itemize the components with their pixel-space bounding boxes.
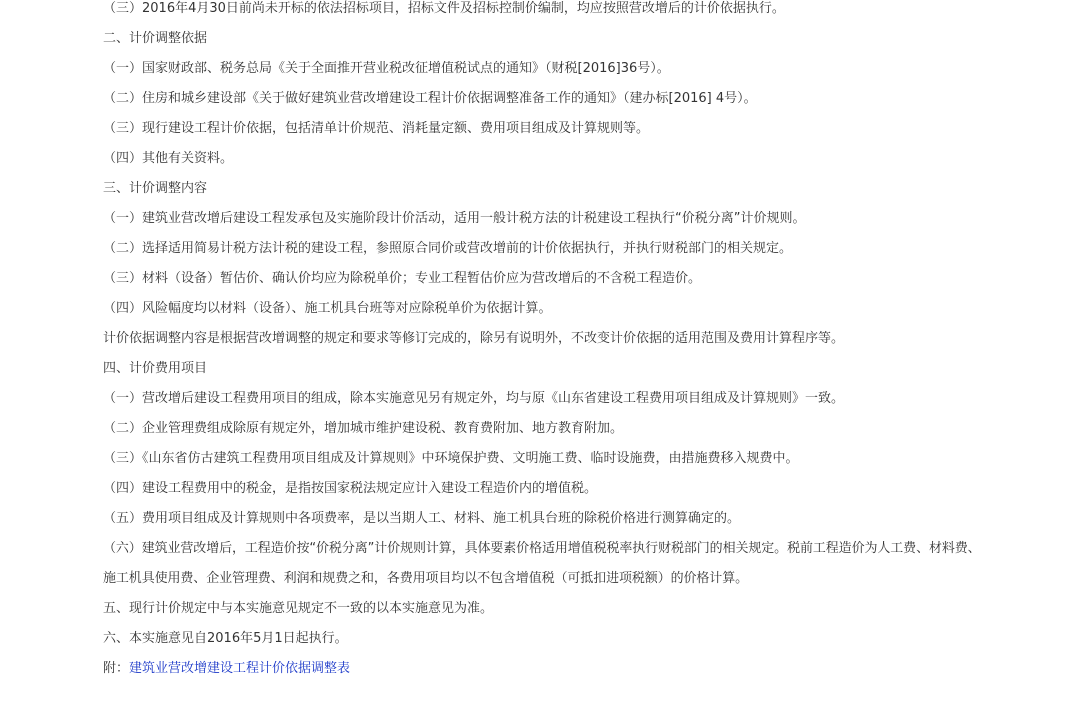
paragraph: （三）2016年4月30日前尚未开标的依法招标项目，招标文件及招标控制价编制，均应按照营改增后的计价依据执行。: [103, 1, 785, 16]
paragraph: （三）现行建设工程计价依据，包括清单计价规范、消耗量定额、费用项目组成及计算规则等。: [103, 121, 650, 136]
section-heading: 六、本实施意见自2016年5月1日起执行。: [103, 631, 348, 646]
paragraph: （三）材料（设备）暂估价、确认价均应为除税单价；专业工程暂估价应为营改增后的不含税工程造价。: [103, 271, 702, 286]
paragraph: （一）国家财政部、税务总局《关于全面推开营业税改征增值税试点的通知》（财税[2016]36号）。: [103, 61, 670, 76]
section-heading: 四、计价费用项目: [103, 361, 208, 376]
paragraph: （四）风险幅度均以材料（设备）、施工机具台班等对应除税单价为依据计算。: [103, 301, 552, 316]
document-body: [103, 0, 988, 684]
paragraph: （一）建筑业营改增后建设工程发承包及实施阶段计价活动，适用一般计税方法的计税建设工程执行“价税分离”计价规则。: [103, 211, 806, 226]
section-heading: 三、计价调整内容: [103, 181, 208, 196]
paragraph: 计价依据调整内容是根据营改增调整的规定和要求等修订完成的，除另有说明外，不改变计价依据的适用范围及费用计算程序等。: [103, 331, 845, 346]
paragraph: （二）企业管理费组成除原有规定外，增加城市维护建设税、教育费附加、地方教育附加。: [103, 421, 624, 436]
paragraph-multiline: （六）建筑业营改增后，工程造价按“价税分离”计价规则计算，具体要素价格适用增值税税率执行财税部门的相关规定。税前工程造价为人工费、材料费、施工机具使用费、企业管理费、利润和规费之和，各费用项目均以不包含增值税（可抵扣进项税额）的价格计算。: [103, 541, 981, 586]
paragraph: （一）营改增后建设工程费用项目的组成，除本实施意见另有规定外，均与原《山东省建设工程费用项目组成及计算规则》一致。: [103, 391, 845, 406]
attachment-link[interactable]: 建筑业营改增建设工程计价依据调整表: [129, 661, 351, 676]
paragraph: （四）其他有关资料。: [103, 151, 234, 166]
paragraph: （五）费用项目组成及计算规则中各项费率，是以当期人工、材料、施工机具台班的除税价格进行测算确定的。: [103, 511, 741, 526]
section-heading: 二、计价调整依据: [103, 31, 208, 46]
section-heading: 五、现行计价规定中与本实施意见规定不一致的以本实施意见为准。: [103, 601, 494, 616]
attachment-line: [103, 654, 988, 684]
paragraph: （二）选择适用简易计税方法计税的建设工程，参照原合同价或营改增前的计价依据执行，并执行财税部门的相关规定。: [103, 241, 793, 256]
paragraph: （三）《山东省仿古建筑工程费用项目组成及计算规则》中环境保护费、文明施工费、临时设施费，由措施费移入规费中。: [103, 451, 799, 466]
attachment-label: 附：: [103, 661, 130, 676]
paragraph: （二）住房和城乡建设部《关于做好建筑业营改增建设工程计价依据调整准备工作的通知》（建办标[2016] 4号）。: [103, 91, 757, 106]
paragraph: （四）建设工程费用中的税金，是指按国家税法规定应计入建设工程造价内的增值税。: [103, 481, 598, 496]
